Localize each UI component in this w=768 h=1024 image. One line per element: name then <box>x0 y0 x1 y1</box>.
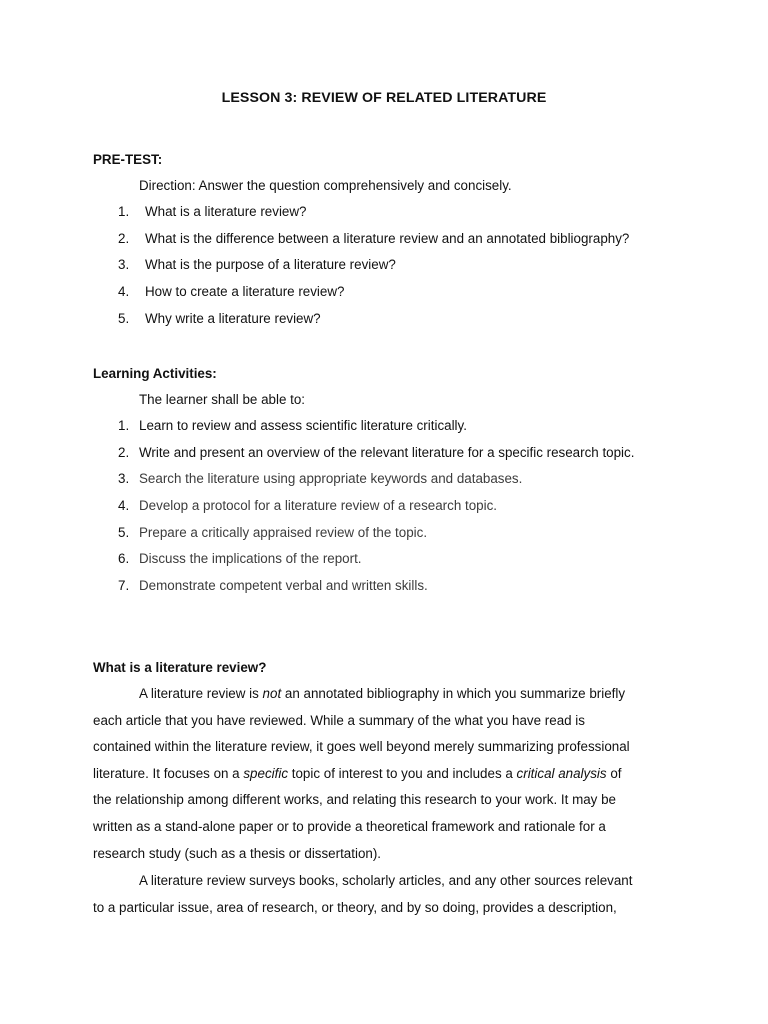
list-text: Why write a literature review? <box>145 310 321 326</box>
paragraph-line: written as a stand-alone paper or to provide a theoretical framework and rationale for a <box>93 818 606 834</box>
activities-intro: The learner shall be able to: <box>139 392 305 407</box>
list-number: 2. <box>118 230 130 246</box>
paragraph-2 <box>93 868 678 921</box>
list-text: Discuss the implications of the report. <box>139 551 362 567</box>
list-number: 3. <box>118 471 130 487</box>
list-text: Develop a protocol for a literature review of a research topic. <box>139 498 498 514</box>
list-number: 2. <box>118 444 130 460</box>
list-text: Learn to review and assess scientific literature critically. <box>139 418 467 433</box>
paragraph-line: contained within the literature review, it goes well beyond merely summarizing professional <box>93 739 630 755</box>
list-number: 5. <box>118 310 130 326</box>
text-run: topic of interest to you and includes a <box>288 765 517 781</box>
text-run: an annotated bibliography in which you summarize briefly <box>281 686 626 701</box>
list-text: How to create a literature review? <box>145 284 345 300</box>
paragraph-line: research study (such as a thesis or dissertation). <box>93 845 382 861</box>
text-run: literature. It focuses on a <box>93 765 244 781</box>
paragraph-line: A literature review surveys books, scholarly articles, and any other sources relevant <box>139 873 633 888</box>
list-text: Prepare a critically appraised review of the topic. <box>139 524 428 540</box>
list-number: 1. <box>118 418 130 433</box>
list-number: 4. <box>118 284 130 300</box>
activities-heading: Learning Activities: <box>93 366 217 381</box>
list-text: What is a literature review? <box>145 204 307 219</box>
list-text: What is the difference between a literature review and an annotated bibliography? <box>145 230 630 246</box>
paragraph-line: the relationship among different works, and relating this research to your work. It may be <box>93 792 616 808</box>
list-text: Search the literature using appropriate keywords and databases. <box>139 471 523 487</box>
pretest-heading: PRE-TEST: <box>93 152 163 167</box>
emphasis-text: specific <box>243 765 289 781</box>
list-number: 6. <box>118 551 130 567</box>
emphasis-text: not <box>262 686 282 701</box>
pretest-direction: Direction: Answer the question comprehensively and concisely. <box>139 178 512 193</box>
paragraph-line <box>93 681 678 708</box>
text-run: of <box>606 765 622 781</box>
list-number: 1. <box>118 204 130 219</box>
paragraph-line <box>93 761 678 788</box>
page-title: LESSON 3: REVIEW OF RELATED LITERATURE <box>221 90 547 106</box>
list-number: 3. <box>118 257 130 273</box>
emphasis-text: critical analysis <box>516 765 607 781</box>
paragraph-line: each article that you have reviewed. While a summary of the what you have read is <box>93 712 585 728</box>
list-number: 7. <box>118 578 130 594</box>
list-text: Demonstrate competent verbal and written skills. <box>139 578 428 594</box>
paragraph-line: to a particular issue, area of research, or theory, and by so doing, provides a description, <box>93 899 617 915</box>
list-number: 5. <box>118 524 130 540</box>
list-text: Write and present an overview of the relevant literature for a specific research topic. <box>139 444 635 460</box>
text-run: A literature review is <box>139 686 263 701</box>
paragraph-1 <box>93 681 678 867</box>
section-heading: What is a literature review? <box>93 660 267 675</box>
list-text: What is the purpose of a literature review? <box>145 257 396 273</box>
list-number: 4. <box>118 498 130 514</box>
